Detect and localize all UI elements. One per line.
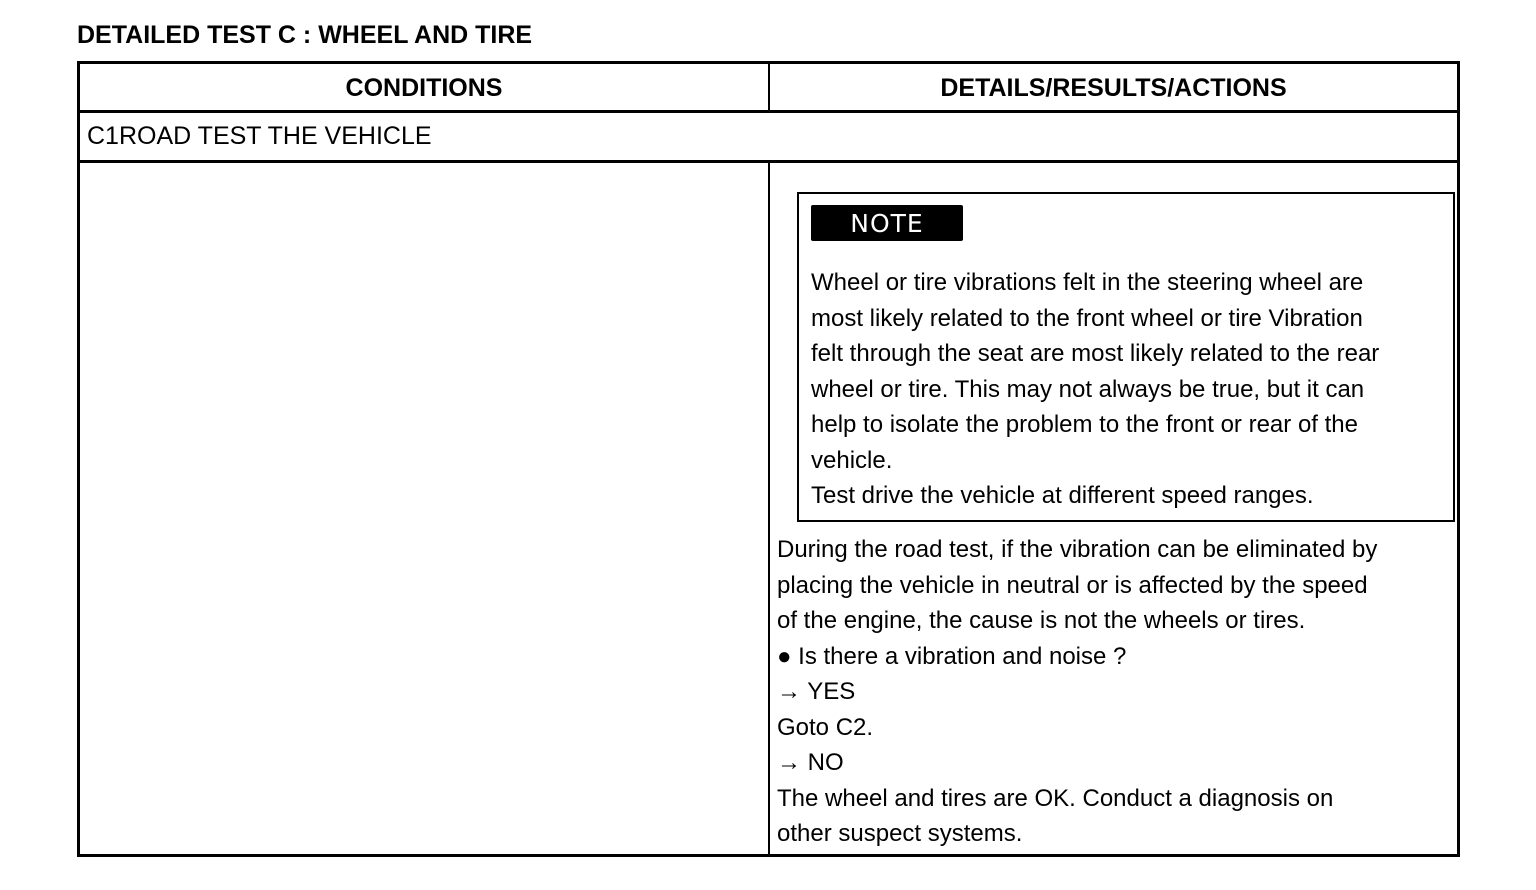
yes-branch: → YES bbox=[777, 678, 856, 705]
step-title: C1ROAD TEST THE VEHICLE bbox=[87, 122, 432, 150]
page-title: DETAILED TEST C : WHEEL AND TIRE bbox=[77, 21, 533, 49]
note-line: felt through the seat are most likely related to the rear bbox=[811, 340, 1380, 367]
note-line: wheel or tire. This may not always be true, but it can bbox=[811, 375, 1365, 403]
note-box bbox=[797, 192, 1455, 522]
details-header: DETAILS/RESULTS/ACTIONS bbox=[940, 74, 1287, 102]
no-branch: → NO bbox=[777, 749, 844, 776]
note-line: most likely related to the front wheel or tire Vibration bbox=[811, 304, 1363, 332]
step-title-row bbox=[80, 113, 1457, 163]
body-column-divider bbox=[768, 163, 770, 854]
details-line: During the road test, if the vibration can be eliminated by bbox=[777, 536, 1378, 563]
note-line: Test drive the vehicle at different speed ranges. bbox=[811, 482, 1314, 509]
no-action: The wheel and tires are OK. Conduct a diagnosis on bbox=[777, 784, 1334, 812]
note-line: vehicle. bbox=[811, 446, 893, 474]
question-line: ● Is there a vibration and noise ? bbox=[777, 642, 1127, 670]
details-line: of the engine, the cause is not the wheels or tires. bbox=[777, 607, 1306, 634]
yes-action: Goto C2. bbox=[777, 713, 874, 741]
note-line: help to isolate the problem to the front or rear of the bbox=[811, 411, 1358, 438]
note-line: Wheel or tire vibrations felt in the steering wheel are bbox=[811, 269, 1364, 296]
details-text bbox=[777, 532, 1457, 852]
conditions-header: CONDITIONS bbox=[345, 74, 503, 102]
details-line: placing the vehicle in neutral or is affected by the speed bbox=[777, 571, 1368, 599]
diagnostic-table bbox=[77, 61, 1460, 857]
header-column-divider bbox=[768, 64, 770, 110]
no-action-continued: other suspect systems. bbox=[777, 820, 1023, 847]
note-label: NOTE bbox=[811, 205, 963, 241]
note-text bbox=[811, 265, 1455, 514]
